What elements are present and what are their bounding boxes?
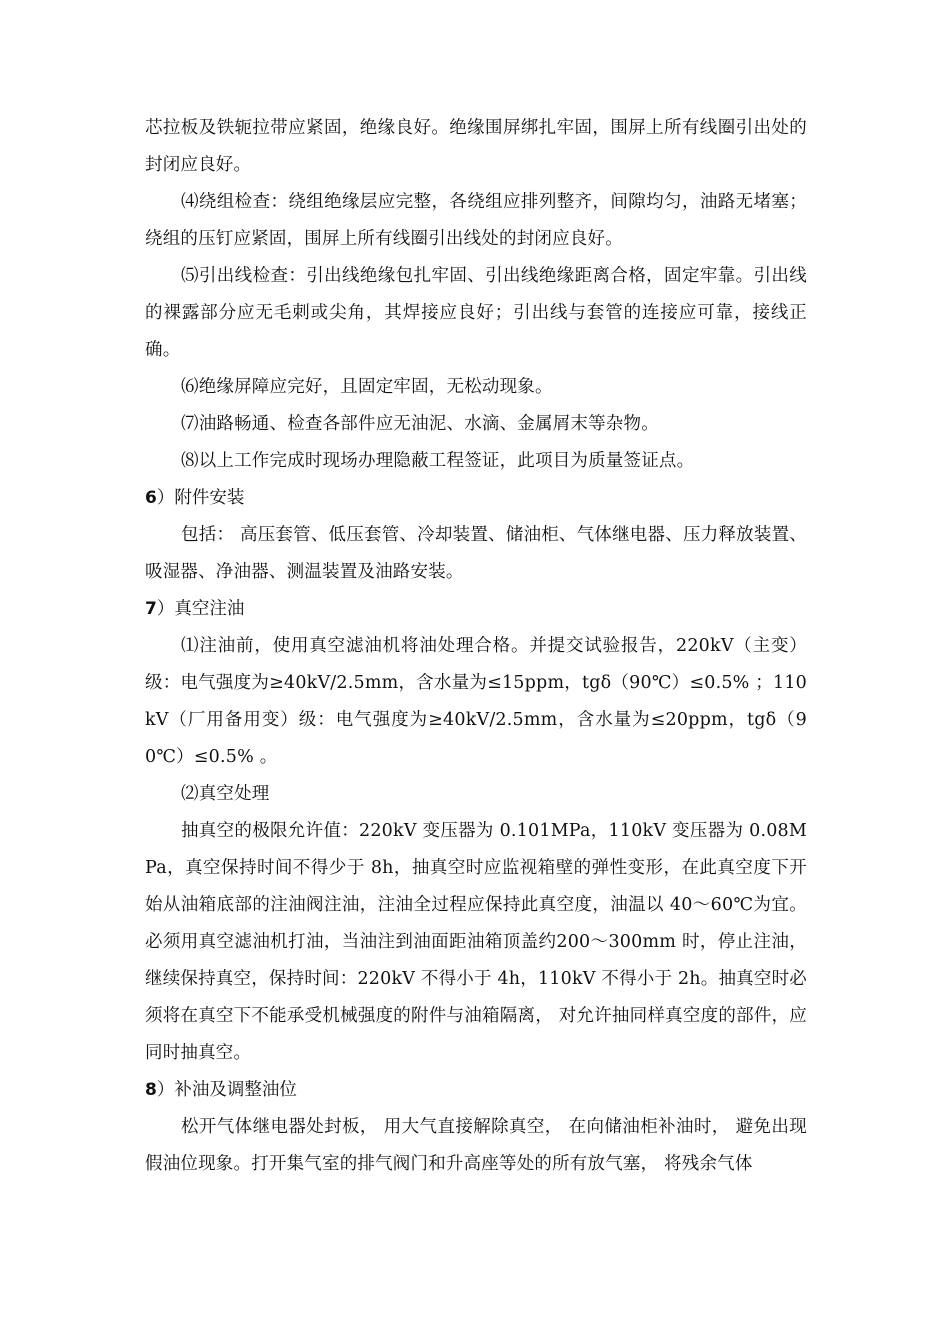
section-heading-oil-topup — [145, 1072, 807, 1109]
paragraph-oil-topup: 松开气体继电器处封板， 用大气直接解除真空， 在向储油柜补油时， 避免出现假油位现象。打开集气室的排气阀门和升高座等处的所有放气塞， 将残余气体 — [145, 1117, 807, 1174]
paragraph-winding-check: ⑷绕组检查：绕组绝缘层应完整，各绕组应排列整齐，间隙均匀，油路无堵塞；绕组的压钉应紧固，围屏上所有线圈引出线处的封闭应良好。 — [145, 192, 807, 249]
paragraph-insulation-barrier: ⑹绝缘屏障应完好，且固定牢固，无松动现象。 — [181, 377, 553, 397]
section-title: ）真空注油 — [156, 599, 245, 619]
paragraph-hidden-works-signoff: ⑻以上工作完成时现场办理隐蔽工程签证，此项目为质量签证点。 — [181, 451, 695, 471]
section-heading-vacuum-filling — [145, 591, 807, 628]
paragraph-core-clamp: 芯拉板及铁轭拉带应紧固，绝缘良好。绝缘围屏绑扎牢固，围屏上所有线圈引出处的封闭应良好。 — [145, 118, 807, 175]
paragraph-pre-filling: ⑴注油前，使用真空滤油机将油处理合格。并提交试验报告，220kV（主变）级：电气强度为≥40kV/2.5mm，含水量为≤15ppm，tgδ（90℃）≤0.5% ；110kV（厂用备用变）级：电气强度为≥40kV/2.5mm，含水量为≤20ppm，tgδ（90℃）≤0.5% 。 — [145, 636, 807, 767]
section-heading-accessories — [145, 480, 807, 517]
paragraph-vacuum-treatment: 抽真空的极限允许值：220kV 变压器为 0.101MPa，110kV 变压器为 0.08MPa，真空保持时间不得少于 8h，抽真空时应监视箱壁的弹性变形，在此真空度下开始从油箱底部的注油阀注油，注油全过程应保持此真空度，油温以 40～60℃为宜。必须用真空滤油机打油，当油注到油面距油箱顶盖约200～300mm 时，停止注油，继续保持真空，保持时间：220kV 不得小于 4h，110kV 不得小于 2h。抽真空时必须将在真空下不能承受机械强度的附件与油箱隔离， 对允许抽同样真空度的部件，应同时抽真空。 — [145, 821, 807, 1063]
section-number: 7 — [145, 599, 157, 619]
paragraph-lead-check: ⑸引出线检查：引出线绝缘包扎牢固、引出线绝缘距离合格，固定牢靠。引出线的裸露部分应无毛刺或尖角，其焊接应良好；引出线与套管的连接应可靠，接线正确。 — [145, 266, 807, 360]
paragraph-vacuum-treatment-title: ⑵真空处理 — [181, 784, 270, 804]
document-body — [145, 110, 807, 1183]
section-title: ）补油及调整油位 — [156, 1080, 297, 1100]
paragraph-accessories: 包括： 高压套管、低压套管、冷却装置、储油柜、气体继电器、压力释放装置、吸湿器、净油器、测温装置及油路安装。 — [145, 525, 807, 582]
section-number: 6 — [145, 488, 157, 508]
paragraph-oil-path: ⑺油路畅通、检查各部件应无油泥、水滴、金属屑末等杂物。 — [181, 414, 659, 434]
section-title: ）附件安装 — [156, 488, 245, 508]
section-number: 8 — [145, 1080, 157, 1100]
